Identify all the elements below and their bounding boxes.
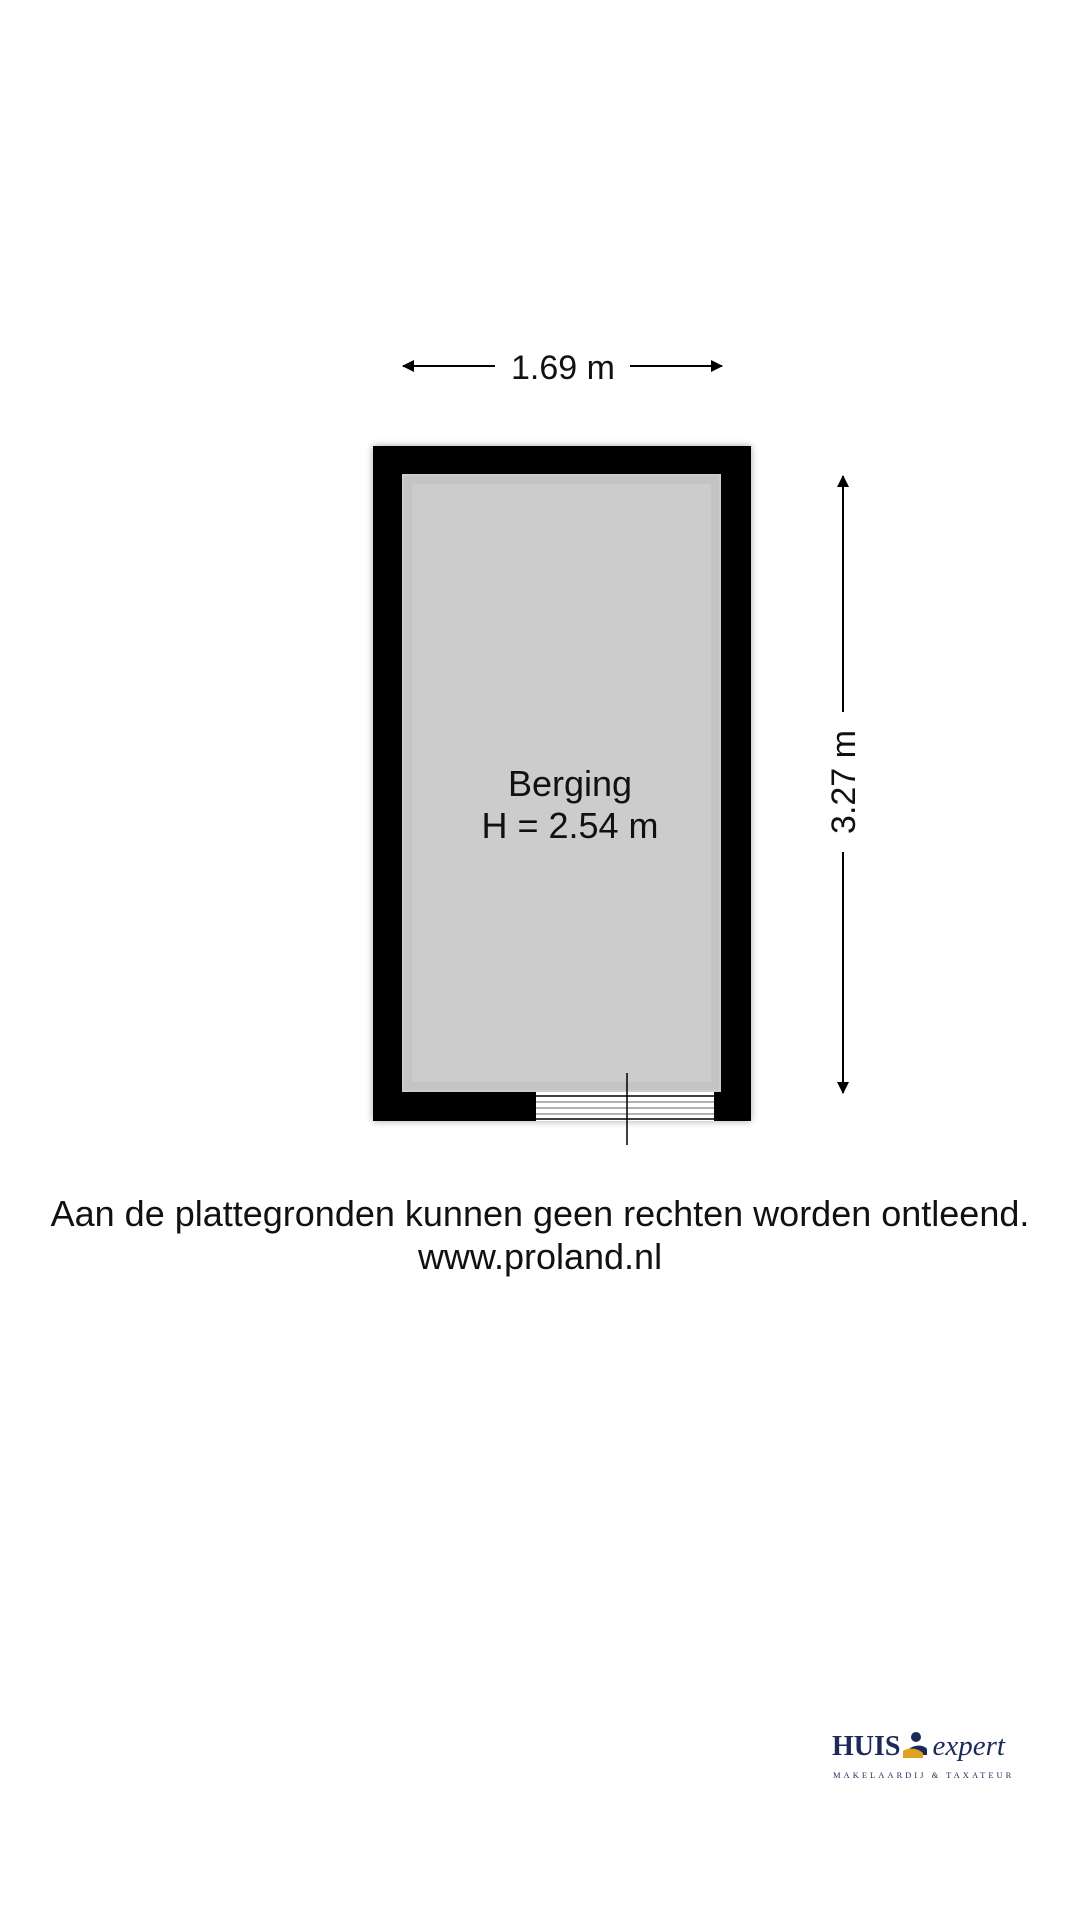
disclaimer-text: Aan de plattegronden kunnen geen rechten worden ontleend. xyxy=(50,1193,1030,1234)
logo-expert-text: expert xyxy=(932,1730,1005,1762)
logo-tagline: MAKELAARDIJ & TAXATEUR xyxy=(833,1770,1015,1780)
width-label: 1.69 m xyxy=(511,349,615,387)
width-dimension xyxy=(403,349,722,387)
huisexpert-logo xyxy=(832,1728,1022,1788)
logo-huis-text: HUIS xyxy=(832,1731,901,1762)
website-text: www.proland.nl xyxy=(417,1236,663,1277)
room-name: Berging xyxy=(507,763,633,804)
logo-figure-icon xyxy=(901,1731,931,1761)
length-label: 3.27 m xyxy=(825,730,863,834)
length-dimension xyxy=(825,476,863,1093)
room-height-label: H = 2.54 m xyxy=(481,805,659,846)
